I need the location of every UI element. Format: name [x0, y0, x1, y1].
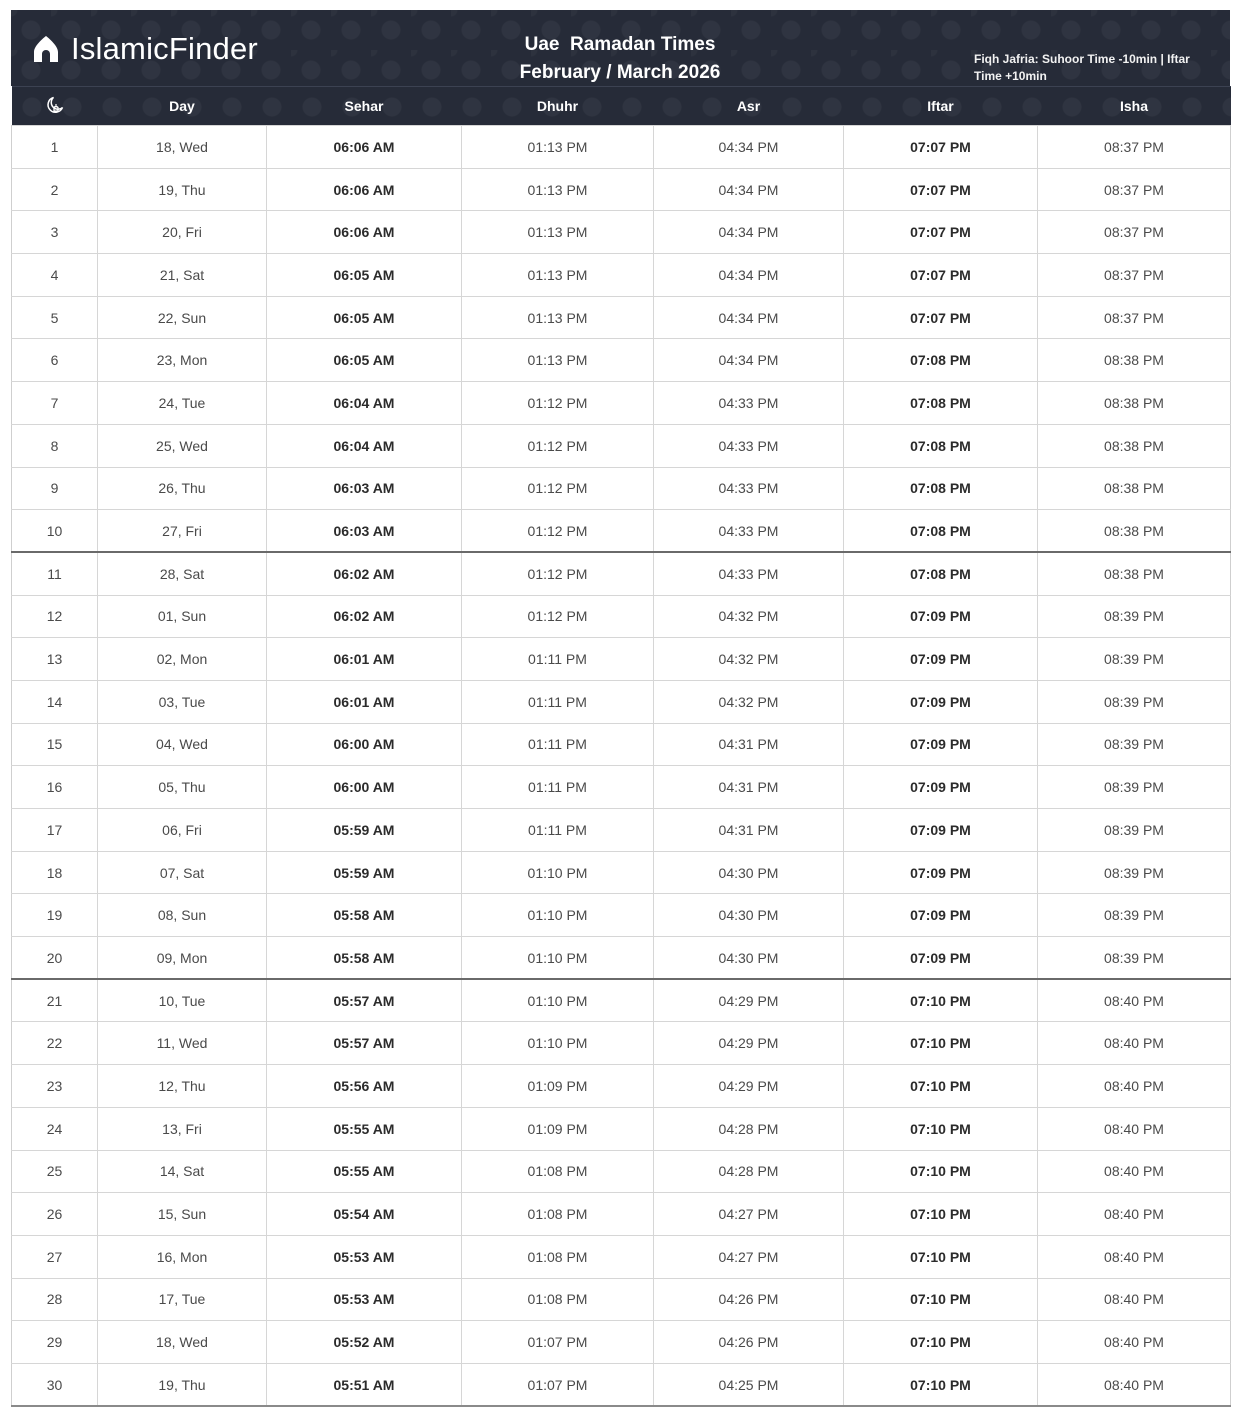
iftar-time-cell: 07:08 PM [844, 424, 1038, 467]
iftar-time-cell: 07:07 PM [844, 126, 1038, 169]
ramadan-timetable [11, 10, 1230, 1407]
asr-time-cell: 04:30 PM [654, 851, 844, 894]
isha-time-cell: 08:39 PM [1038, 638, 1231, 681]
column-header-iftar: Iftar [844, 87, 1038, 126]
date-cell: 26, Thu [98, 467, 267, 510]
isha-time-cell: 08:38 PM [1038, 424, 1231, 467]
asr-time-cell: 04:26 PM [654, 1321, 844, 1364]
date-cell: 11, Wed [98, 1022, 267, 1065]
sehar-time-cell: 05:53 AM [267, 1278, 462, 1321]
date-cell: 10, Tue [98, 979, 267, 1022]
iftar-time-cell: 07:09 PM [844, 766, 1038, 809]
isha-time-cell: 08:38 PM [1038, 382, 1231, 425]
asr-time-cell: 04:34 PM [654, 168, 844, 211]
fiqh-note: Fiqh Jafria: Suhoor Time -10min | Iftar Time +10min [974, 52, 1190, 83]
table-row [12, 894, 1231, 937]
asr-time-cell: 04:29 PM [654, 1022, 844, 1065]
iftar-time-cell: 07:10 PM [844, 1022, 1038, 1065]
ramadan-day-cell: 27 [12, 1235, 98, 1278]
ramadan-day-cell: 29 [12, 1321, 98, 1364]
column-header-sehar: Sehar [267, 87, 462, 126]
isha-time-cell: 08:40 PM [1038, 1363, 1231, 1406]
ramadan-day-cell: 30 [12, 1363, 98, 1406]
sehar-time-cell: 05:52 AM [267, 1321, 462, 1364]
ramadan-day-cell: 2 [12, 168, 98, 211]
sehar-time-cell: 05:54 AM [267, 1193, 462, 1236]
date-cell: 17, Tue [98, 1278, 267, 1321]
ramadan-day-cell: 14 [12, 680, 98, 723]
date-cell: 16, Mon [98, 1235, 267, 1278]
sehar-time-cell: 06:06 AM [267, 168, 462, 211]
date-cell: 06, Fri [98, 809, 267, 852]
asr-time-cell: 04:30 PM [654, 937, 844, 980]
dhuhr-time-cell: 01:07 PM [462, 1321, 654, 1364]
asr-time-cell: 04:33 PM [654, 552, 844, 595]
brand-name: IslamicFinder [71, 31, 258, 66]
dhuhr-time-cell: 01:13 PM [462, 211, 654, 254]
date-cell: 18, Wed [98, 126, 267, 169]
sehar-time-cell: 06:00 AM [267, 723, 462, 766]
dhuhr-time-cell: 01:10 PM [462, 979, 654, 1022]
date-cell: 18, Wed [98, 1321, 267, 1364]
dhuhr-time-cell: 01:11 PM [462, 723, 654, 766]
date-cell: 09, Mon [98, 937, 267, 980]
sehar-time-cell: 06:04 AM [267, 382, 462, 425]
ramadan-day-cell: 20 [12, 937, 98, 980]
dhuhr-time-cell: 01:12 PM [462, 510, 654, 553]
date-cell: 19, Thu [98, 1363, 267, 1406]
asr-time-cell: 04:30 PM [654, 894, 844, 937]
table-row [12, 126, 1231, 169]
sehar-time-cell: 05:58 AM [267, 937, 462, 980]
asr-time-cell: 04:32 PM [654, 595, 844, 638]
iftar-time-cell: 07:07 PM [844, 211, 1038, 254]
asr-time-cell: 04:34 PM [654, 211, 844, 254]
page-title [420, 31, 820, 87]
dhuhr-time-cell: 01:10 PM [462, 851, 654, 894]
iftar-time-cell: 07:07 PM [844, 254, 1038, 297]
isha-time-cell: 08:40 PM [1038, 1235, 1231, 1278]
asr-time-cell: 04:27 PM [654, 1193, 844, 1236]
isha-time-cell: 08:37 PM [1038, 211, 1231, 254]
ramadan-day-cell: 7 [12, 382, 98, 425]
ramadan-day-cell: 22 [12, 1022, 98, 1065]
title-line-1: Uae Ramadan Times [524, 34, 716, 55]
asr-time-cell: 04:33 PM [654, 382, 844, 425]
asr-time-cell: 04:25 PM [654, 1363, 844, 1406]
timetable-header [11, 10, 1230, 86]
table-row [12, 211, 1231, 254]
dhuhr-time-cell: 01:13 PM [462, 339, 654, 382]
isha-time-cell: 08:39 PM [1038, 680, 1231, 723]
date-cell: 15, Sun [98, 1193, 267, 1236]
date-cell: 13, Fri [98, 1107, 267, 1150]
isha-time-cell: 08:38 PM [1038, 510, 1231, 553]
dhuhr-time-cell: 01:07 PM [462, 1363, 654, 1406]
iftar-time-cell: 07:08 PM [844, 510, 1038, 553]
table-row [12, 339, 1231, 382]
column-header-dhuhr: Dhuhr [462, 87, 654, 126]
sehar-time-cell: 05:59 AM [267, 851, 462, 894]
table-row [12, 254, 1231, 297]
isha-time-cell: 08:38 PM [1038, 467, 1231, 510]
asr-time-cell: 04:29 PM [654, 1065, 844, 1108]
dhuhr-time-cell: 01:13 PM [462, 168, 654, 211]
dhuhr-time-cell: 01:11 PM [462, 638, 654, 681]
moon-mosque-icon [45, 95, 65, 115]
date-cell: 04, Wed [98, 723, 267, 766]
sehar-time-cell: 05:59 AM [267, 809, 462, 852]
table-row [12, 809, 1231, 852]
isha-time-cell: 08:39 PM [1038, 937, 1231, 980]
isha-time-cell: 08:38 PM [1038, 552, 1231, 595]
isha-time-cell: 08:40 PM [1038, 1022, 1231, 1065]
ramadan-day-cell: 23 [12, 1065, 98, 1108]
asr-time-cell: 04:33 PM [654, 424, 844, 467]
isha-time-cell: 08:39 PM [1038, 723, 1231, 766]
iftar-time-cell: 07:09 PM [844, 809, 1038, 852]
asr-time-cell: 04:28 PM [654, 1107, 844, 1150]
ramadan-day-cell: 21 [12, 979, 98, 1022]
ramadan-day-cell: 28 [12, 1278, 98, 1321]
sehar-time-cell: 06:06 AM [267, 211, 462, 254]
iftar-time-cell: 07:09 PM [844, 723, 1038, 766]
sehar-time-cell: 05:51 AM [267, 1363, 462, 1406]
table-row [12, 1065, 1231, 1108]
iftar-time-cell: 07:10 PM [844, 1107, 1038, 1150]
iftar-time-cell: 07:10 PM [844, 1065, 1038, 1108]
isha-time-cell: 08:40 PM [1038, 1278, 1231, 1321]
dhuhr-time-cell: 01:08 PM [462, 1278, 654, 1321]
asr-time-cell: 04:28 PM [654, 1150, 844, 1193]
asr-time-cell: 04:26 PM [654, 1278, 844, 1321]
table-row [12, 723, 1231, 766]
iftar-time-cell: 07:09 PM [844, 680, 1038, 723]
dhuhr-time-cell: 01:12 PM [462, 382, 654, 425]
iftar-time-cell: 07:09 PM [844, 894, 1038, 937]
iftar-time-cell: 07:10 PM [844, 1150, 1038, 1193]
date-cell: 28, Sat [98, 552, 267, 595]
sehar-time-cell: 06:02 AM [267, 595, 462, 638]
dhuhr-time-cell: 01:08 PM [462, 1193, 654, 1236]
dhuhr-time-cell: 01:10 PM [462, 894, 654, 937]
table-row [12, 1363, 1231, 1406]
isha-time-cell: 08:39 PM [1038, 809, 1231, 852]
sehar-time-cell: 05:55 AM [267, 1107, 462, 1150]
dhuhr-time-cell: 01:12 PM [462, 424, 654, 467]
sehar-time-cell: 05:57 AM [267, 979, 462, 1022]
date-cell: 27, Fri [98, 510, 267, 553]
table-row [12, 296, 1231, 339]
asr-time-cell: 04:29 PM [654, 979, 844, 1022]
isha-time-cell: 08:39 PM [1038, 766, 1231, 809]
table-row [12, 766, 1231, 809]
asr-time-cell: 04:33 PM [654, 510, 844, 553]
sehar-time-cell: 06:02 AM [267, 552, 462, 595]
iftar-time-cell: 07:07 PM [844, 296, 1038, 339]
iftar-time-cell: 07:09 PM [844, 851, 1038, 894]
date-cell: 24, Tue [98, 382, 267, 425]
table-row [12, 424, 1231, 467]
table-row [12, 937, 1231, 980]
isha-time-cell: 08:40 PM [1038, 1321, 1231, 1364]
sehar-time-cell: 06:03 AM [267, 467, 462, 510]
isha-time-cell: 08:40 PM [1038, 1150, 1231, 1193]
header-icon-cell [12, 87, 98, 126]
dhuhr-time-cell: 01:13 PM [462, 254, 654, 297]
ramadan-day-cell: 9 [12, 467, 98, 510]
sehar-time-cell: 06:05 AM [267, 339, 462, 382]
date-cell: 14, Sat [98, 1150, 267, 1193]
table-row [12, 851, 1231, 894]
ramadan-day-cell: 17 [12, 809, 98, 852]
date-cell: 23, Mon [98, 339, 267, 382]
asr-time-cell: 04:34 PM [654, 339, 844, 382]
column-header-day: Day [98, 87, 267, 126]
asr-time-cell: 04:31 PM [654, 766, 844, 809]
table-row [12, 1193, 1231, 1236]
isha-time-cell: 08:37 PM [1038, 254, 1231, 297]
isha-time-cell: 08:37 PM [1038, 296, 1231, 339]
iftar-time-cell: 07:10 PM [844, 979, 1038, 1022]
dhuhr-time-cell: 01:08 PM [462, 1150, 654, 1193]
ramadan-day-cell: 13 [12, 638, 98, 681]
table-row [12, 1278, 1231, 1321]
table-row [12, 1321, 1231, 1364]
dhuhr-time-cell: 01:11 PM [462, 680, 654, 723]
sehar-time-cell: 05:57 AM [267, 1022, 462, 1065]
sehar-time-cell: 05:56 AM [267, 1065, 462, 1108]
iftar-time-cell: 07:08 PM [844, 339, 1038, 382]
date-cell: 22, Sun [98, 296, 267, 339]
sehar-time-cell: 06:06 AM [267, 126, 462, 169]
asr-time-cell: 04:32 PM [654, 680, 844, 723]
isha-time-cell: 08:39 PM [1038, 851, 1231, 894]
isha-time-cell: 08:39 PM [1038, 595, 1231, 638]
ramadan-day-cell: 24 [12, 1107, 98, 1150]
table-row [12, 552, 1231, 595]
ramadan-day-cell: 16 [12, 766, 98, 809]
iftar-time-cell: 07:10 PM [844, 1321, 1038, 1364]
iftar-time-cell: 07:09 PM [844, 595, 1038, 638]
isha-time-cell: 08:38 PM [1038, 339, 1231, 382]
sehar-time-cell: 05:55 AM [267, 1150, 462, 1193]
dhuhr-time-cell: 01:12 PM [462, 552, 654, 595]
table-row [12, 680, 1231, 723]
date-cell: 02, Mon [98, 638, 267, 681]
ramadan-day-cell: 8 [12, 424, 98, 467]
isha-time-cell: 08:37 PM [1038, 168, 1231, 211]
iftar-time-cell: 07:09 PM [844, 638, 1038, 681]
sehar-time-cell: 06:05 AM [267, 296, 462, 339]
ramadan-day-cell: 6 [12, 339, 98, 382]
column-header-isha: Isha [1038, 87, 1231, 126]
sehar-time-cell: 05:58 AM [267, 894, 462, 937]
date-cell: 12, Thu [98, 1065, 267, 1108]
date-cell: 21, Sat [98, 254, 267, 297]
sehar-time-cell: 05:53 AM [267, 1235, 462, 1278]
iftar-time-cell: 07:10 PM [844, 1235, 1038, 1278]
ramadan-day-cell: 10 [12, 510, 98, 553]
iftar-time-cell: 07:10 PM [844, 1363, 1038, 1406]
asr-time-cell: 04:33 PM [654, 467, 844, 510]
title-line-2: February / March 2026 [519, 62, 721, 83]
ramadan-day-cell: 15 [12, 723, 98, 766]
prayer-times-table [11, 86, 1231, 1407]
table-row [12, 510, 1231, 553]
isha-time-cell: 08:39 PM [1038, 894, 1231, 937]
dhuhr-time-cell: 01:10 PM [462, 937, 654, 980]
iftar-time-cell: 07:07 PM [844, 168, 1038, 211]
date-cell: 20, Fri [98, 211, 267, 254]
table-row [12, 1107, 1231, 1150]
table-row [12, 638, 1231, 681]
sehar-time-cell: 06:00 AM [267, 766, 462, 809]
dhuhr-time-cell: 01:09 PM [462, 1065, 654, 1108]
dhuhr-time-cell: 01:12 PM [462, 467, 654, 510]
sehar-time-cell: 06:01 AM [267, 638, 462, 681]
sehar-time-cell: 06:05 AM [267, 254, 462, 297]
isha-time-cell: 08:40 PM [1038, 1065, 1231, 1108]
sehar-time-cell: 06:01 AM [267, 680, 462, 723]
asr-time-cell: 04:27 PM [654, 1235, 844, 1278]
date-cell: 05, Thu [98, 766, 267, 809]
table-row [12, 1022, 1231, 1065]
date-cell: 08, Sun [98, 894, 267, 937]
ramadan-day-cell: 4 [12, 254, 98, 297]
iftar-time-cell: 07:08 PM [844, 382, 1038, 425]
ramadan-day-cell: 3 [12, 211, 98, 254]
iftar-time-cell: 07:10 PM [844, 1278, 1038, 1321]
isha-time-cell: 08:37 PM [1038, 126, 1231, 169]
table-row [12, 1150, 1231, 1193]
table-row [12, 467, 1231, 510]
table-header-row [12, 87, 1231, 126]
dhuhr-time-cell: 01:09 PM [462, 1107, 654, 1150]
brand-logo [31, 32, 258, 66]
dhuhr-time-cell: 01:10 PM [462, 1022, 654, 1065]
dhuhr-time-cell: 01:13 PM [462, 296, 654, 339]
iftar-time-cell: 07:09 PM [844, 937, 1038, 980]
date-cell: 03, Tue [98, 680, 267, 723]
table-row [12, 1235, 1231, 1278]
asr-time-cell: 04:32 PM [654, 638, 844, 681]
sehar-time-cell: 06:03 AM [267, 510, 462, 553]
ramadan-day-cell: 18 [12, 851, 98, 894]
table-row [12, 168, 1231, 211]
asr-time-cell: 04:34 PM [654, 126, 844, 169]
isha-time-cell: 08:40 PM [1038, 1193, 1231, 1236]
ramadan-day-cell: 11 [12, 552, 98, 595]
dhuhr-time-cell: 01:12 PM [462, 595, 654, 638]
iftar-time-cell: 07:08 PM [844, 467, 1038, 510]
isha-time-cell: 08:40 PM [1038, 979, 1231, 1022]
table-row [12, 595, 1231, 638]
ramadan-day-cell: 26 [12, 1193, 98, 1236]
iftar-time-cell: 07:08 PM [844, 552, 1038, 595]
sehar-time-cell: 06:04 AM [267, 424, 462, 467]
date-cell: 01, Sun [98, 595, 267, 638]
asr-time-cell: 04:31 PM [654, 723, 844, 766]
date-cell: 25, Wed [98, 424, 267, 467]
dhuhr-time-cell: 01:13 PM [462, 126, 654, 169]
iftar-time-cell: 07:10 PM [844, 1193, 1038, 1236]
date-cell: 07, Sat [98, 851, 267, 894]
date-cell: 19, Thu [98, 168, 267, 211]
dhuhr-time-cell: 01:11 PM [462, 809, 654, 852]
ramadan-day-cell: 5 [12, 296, 98, 339]
ramadan-day-cell: 19 [12, 894, 98, 937]
ramadan-day-cell: 12 [12, 595, 98, 638]
isha-time-cell: 08:40 PM [1038, 1107, 1231, 1150]
table-row [12, 382, 1231, 425]
ramadan-day-cell: 1 [12, 126, 98, 169]
ramadan-day-cell: 25 [12, 1150, 98, 1193]
dhuhr-time-cell: 01:08 PM [462, 1235, 654, 1278]
mosque-icon [31, 34, 61, 64]
asr-time-cell: 04:31 PM [654, 809, 844, 852]
table-row [12, 979, 1231, 1022]
asr-time-cell: 04:34 PM [654, 254, 844, 297]
asr-time-cell: 04:34 PM [654, 296, 844, 339]
column-header-asr: Asr [654, 87, 844, 126]
dhuhr-time-cell: 01:11 PM [462, 766, 654, 809]
